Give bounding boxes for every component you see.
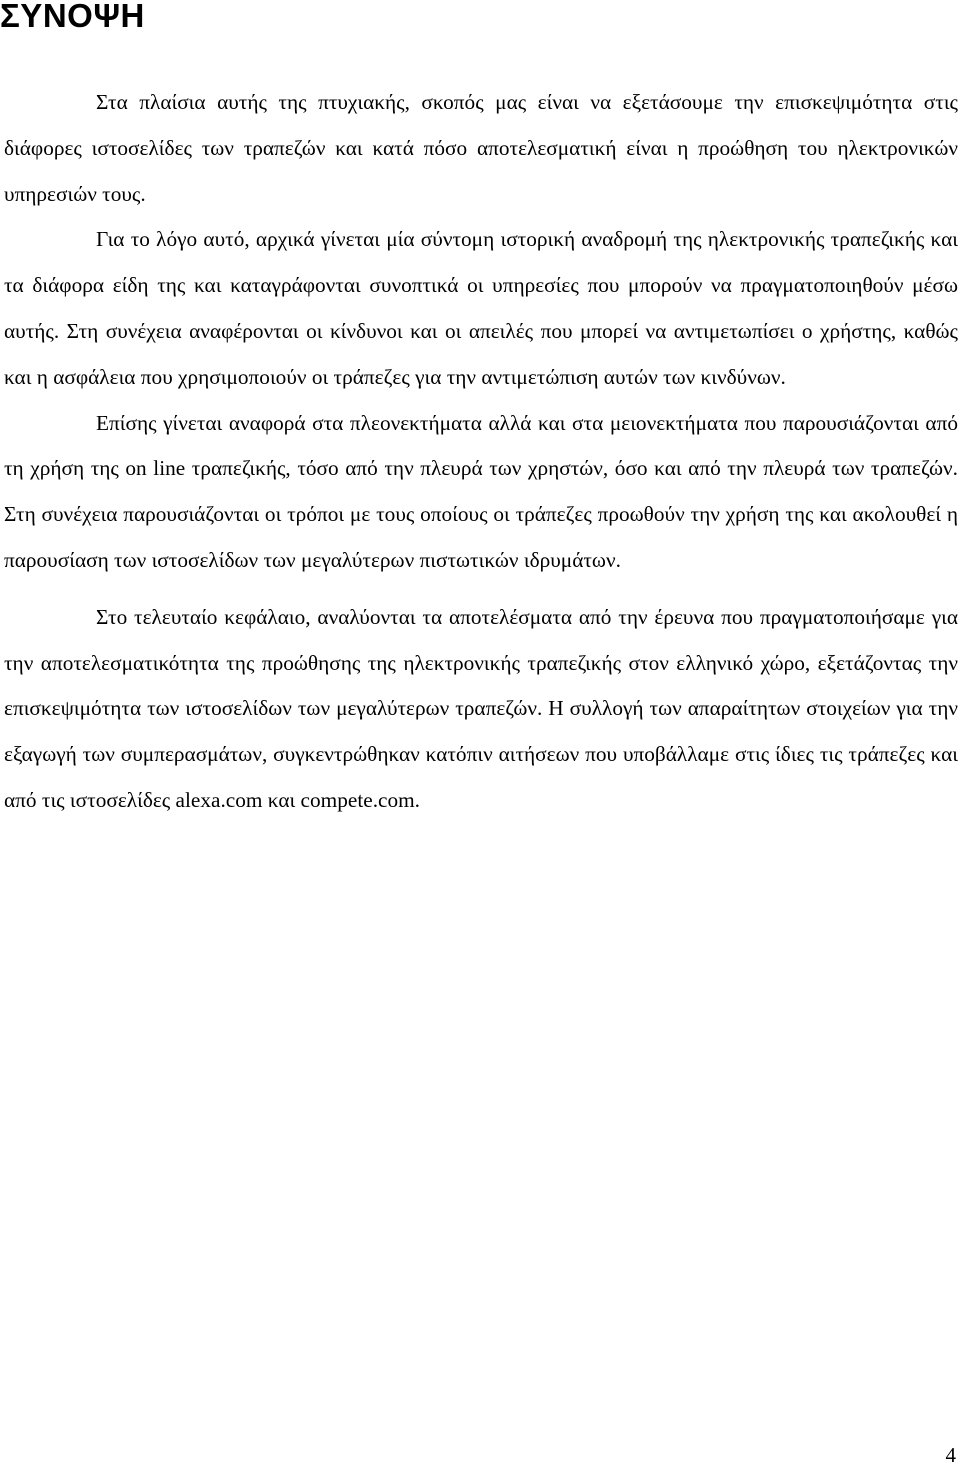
paragraph-intro: Στα πλαίσια αυτής της πτυχιακής, σκοπός μας είναι να εξετάσουμε την επισκεψιμότητα στις διάφορες ιστοσελίδες των τραπεζών και κατά πόσο αποτελεσματική είναι η προώθηση του ηλεκτρονικών υπηρεσιών τους. — [4, 90, 958, 206]
paragraph-results: Στο τελευταίο κεφάλαιο, αναλύονται τα αποτελέσματα από την έρευνα που πραγματοποιήσαμε για την αποτελεσματικότητα της προώθησης της ηλεκτρονικής τραπεζικής στον ελληνικό χώρο, εξετάζοντας την επισκεψιμότητα των ιστοσελίδων των μεγαλύτερων τραπεζών. Η συλλογή των απαραίτητων στοιχείων για την εξαγωγή των συμπερασμάτων, συγκεντρώθηκαν κατόπιν αιτήσεων που υποβάλλαμε στις ίδιες τις τράπεζες και από τις ιστοσελίδες alexa.com και compete.com. — [4, 604, 958, 812]
document-body — [4, 80, 958, 824]
page-number: 4 — [945, 1443, 956, 1467]
paragraph-history: Για το λόγο αυτό, αρχικά γίνεται μία σύντομη ιστορική αναδρομή της ηλεκτρονικής τραπεζικής και τα διάφορα είδη της και καταγράφονται συνοπτικά οι υπηρεσίες που μπορούν να πραγματοποιηθούν μέσω αυτής. Στη συνέχεια αναφέρονται οι κίνδυνοι και οι απειλές που μπορεί να αντιμετωπίσει ο χρήστης, καθώς και η ασφάλεια που χρησιμοποιούν οι τράπεζες για την αντιμετώπιση αυτών των κινδύνων. — [4, 227, 958, 389]
paragraph-advantages: Επίσης γίνεται αναφορά στα πλεονεκτήματα αλλά και στα μειονεκτήματα που παρουσιάζονται από τη χρήση της on line τραπεζικής, τόσο από την πλευρά των χρηστών, όσο και από την πλευρά των τραπεζών. Στη συνέχεια παρουσιάζονται οι τρόποι με τους οποίους οι τράπεζες προωθούν την χρήση της και ακολουθεί η παρουσίαση των ιστοσελίδων των μεγαλύτερων πιστωτικών ιδρυμάτων. — [4, 410, 958, 572]
page-title: ΣΥΝΟΨΗ — [0, 0, 145, 34]
